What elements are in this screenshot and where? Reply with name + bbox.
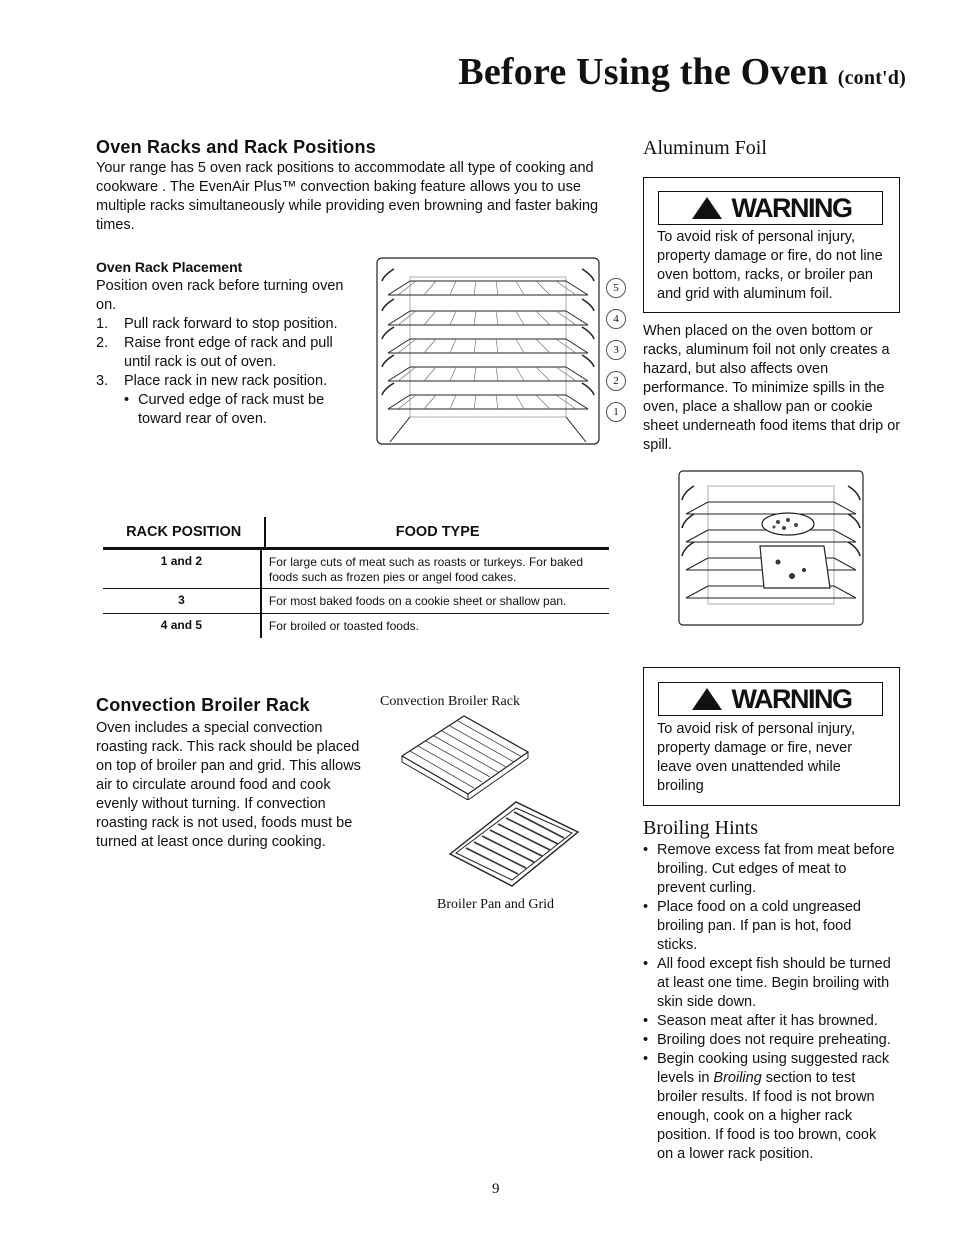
convection-rack-illustration bbox=[398, 714, 532, 805]
rack-placement-steps bbox=[96, 315, 358, 391]
hint-item: • Season meat after it has browned. bbox=[643, 1013, 878, 1029]
cell-position: 4 and 5 bbox=[160, 618, 203, 632]
hint-item: • Place food on a cold ungreased broiling pan. If pan is hot, food sticks. bbox=[643, 899, 861, 953]
table-row bbox=[103, 589, 609, 614]
page-title: Before Using the Oven (cont'd) bbox=[458, 51, 906, 93]
aluminum-foil-text: When placed on the oven bottom or racks, aluminum foil not only creates a hazard, but also affects oven performance. To minimize spills in the oven, place a shallow pan or cookie sheet underneath food items that drip or spill. bbox=[643, 323, 901, 453]
warning-triangle-icon bbox=[690, 195, 724, 221]
aluminum-foil-heading: Aluminum Foil bbox=[643, 137, 767, 159]
table-header bbox=[103, 517, 609, 550]
oven-racks-intro: Your range has 5 oven rack positions to accommodate all type of cooking and cookware . The EvenAir Plus™ convection baking feature allows you to use multiple racks simultaneously while providing even browning and faster baking times. bbox=[96, 160, 599, 233]
header-food-type: FOOD TYPE bbox=[264, 517, 609, 547]
broiler-pan-illustration bbox=[446, 798, 582, 895]
cell-food: For large cuts of meat such as roasts or turkeys. For baked foods such as frozen pies or angel food cakes. bbox=[260, 550, 609, 588]
table-row bbox=[103, 614, 609, 638]
rack-position-labels bbox=[606, 278, 626, 422]
hint-item: • Remove excess fat from meat before broiling. Cut edges of meat to prevent curling. bbox=[643, 842, 895, 896]
warning-word: WARNING bbox=[731, 683, 852, 714]
hint-item: • Broiling does not require preheating. bbox=[643, 1032, 891, 1048]
broil-warning-box bbox=[643, 667, 900, 806]
step-item: 1. Pull rack forward to stop position. bbox=[96, 316, 338, 332]
header-rack-position: RACK POSITION bbox=[126, 524, 242, 540]
convection-text: Oven includes a special convection roasting rack. This rack should be placed on top of broiler pan and grid. This allows air to circulate around food and cook evenly without turning. If convection roasting rack is not used, foods must be turned at least once during cooking. bbox=[96, 720, 361, 850]
cell-position: 1 and 2 bbox=[160, 554, 203, 568]
rack-placement-heading: Oven Rack Placement bbox=[96, 259, 243, 275]
hint-item: • Begin cooking using suggested rack levels in Broiling section to test broiler results. If food is not brown enough, cook on a higher rack position. If food is too brown, cook on a lower rack position. bbox=[643, 1051, 890, 1162]
foil-warning-box bbox=[643, 177, 900, 313]
step-item: 2. Raise front edge of rack and pull until rack is out of oven. bbox=[96, 335, 333, 370]
sub-bullet: • Curved edge of rack must be toward rear of oven. bbox=[124, 392, 325, 427]
warning-word: WARNING bbox=[731, 192, 852, 223]
step-item: 3. Place rack in new rack position. bbox=[96, 373, 328, 389]
position-label: 2 bbox=[606, 371, 626, 391]
oven-rack-positions-illustration bbox=[376, 257, 600, 450]
warning-text: To avoid risk of personal injury, property damage or fire, do not line oven bottom, racks, or broiler pan and grid with aluminum foil. bbox=[657, 229, 883, 302]
convection-rack-caption: Convection Broiler Rack bbox=[380, 694, 520, 709]
convection-heading: Convection Broiler Rack bbox=[96, 695, 310, 715]
table-row bbox=[103, 550, 609, 589]
rack-placement-intro: Position oven rack before turning oven on. bbox=[96, 278, 344, 313]
broiling-hints-list bbox=[643, 841, 895, 1164]
warning-label bbox=[658, 191, 883, 225]
position-label: 4 bbox=[606, 309, 626, 329]
oven-racks-heading: Oven Racks and Rack Positions bbox=[96, 137, 376, 157]
broiling-hints-heading: Broiling Hints bbox=[643, 817, 759, 839]
cell-food: For most baked foods on a cookie sheet or shallow pan. bbox=[260, 589, 609, 613]
warning-text: To avoid risk of personal injury, property damage or fire, never leave oven unattended while broiling bbox=[657, 721, 855, 794]
position-label: 1 bbox=[606, 402, 626, 422]
cell-food: For broiled or toasted foods. bbox=[260, 614, 609, 638]
warning-triangle-icon bbox=[690, 686, 724, 712]
title-suffix: (cont'd) bbox=[837, 67, 906, 89]
hint-item: • All food except fish should be turned at least one time. Begin broiling with skin side down. bbox=[643, 956, 891, 1010]
broiler-pan-caption: Broiler Pan and Grid bbox=[437, 897, 555, 912]
broiling-reference: Broiling bbox=[713, 1070, 762, 1086]
oven-with-pan-illustration bbox=[678, 470, 864, 631]
position-label: 5 bbox=[606, 278, 626, 298]
position-label: 3 bbox=[606, 340, 626, 360]
page-number: 9 bbox=[492, 1181, 500, 1197]
rack-placement-section bbox=[96, 258, 358, 429]
rack-position-table bbox=[103, 517, 609, 638]
warning-label bbox=[658, 682, 883, 716]
cell-position: 3 bbox=[178, 593, 185, 607]
